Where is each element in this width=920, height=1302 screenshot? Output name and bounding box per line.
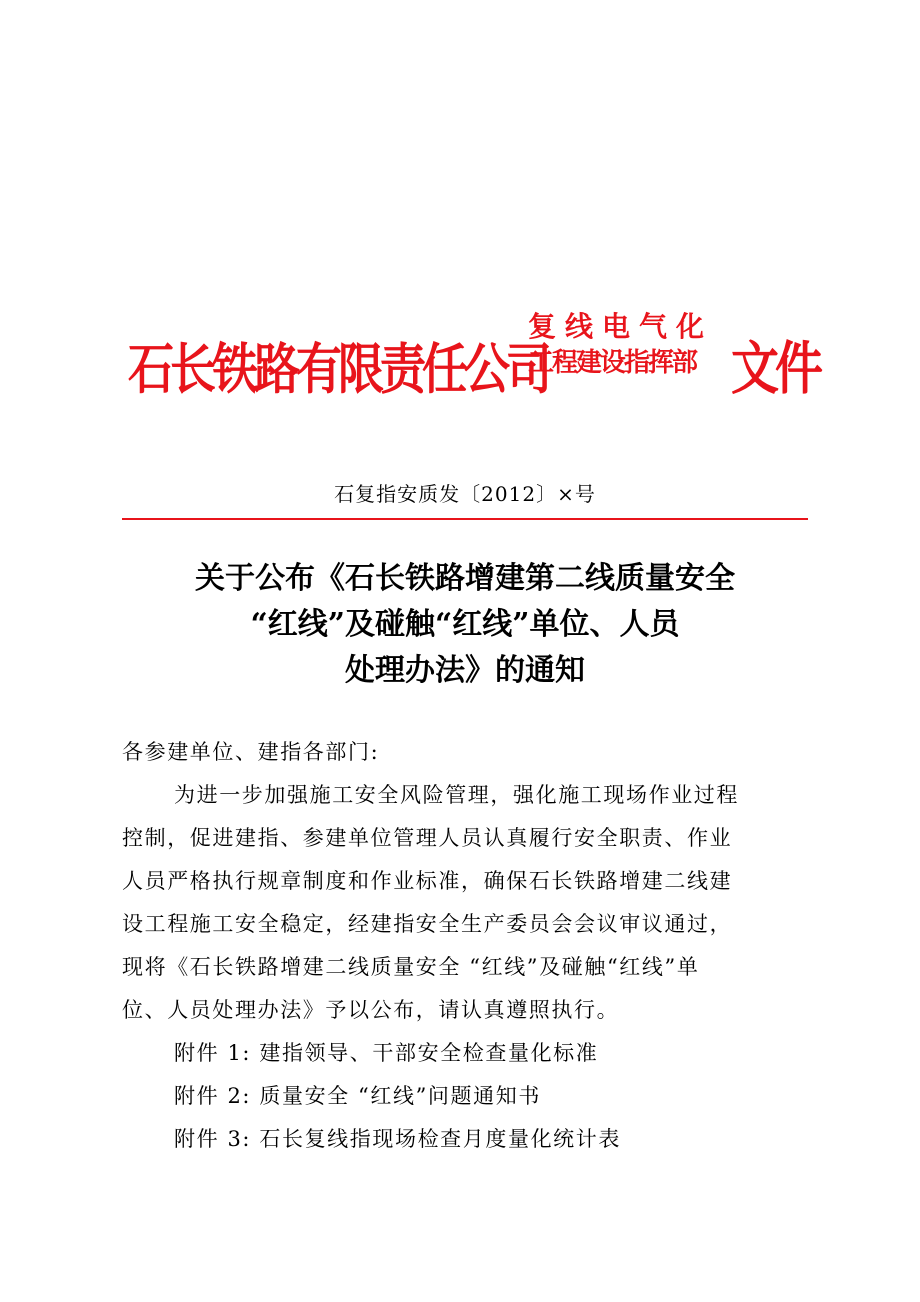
paragraph-line-5: 现将《石长铁路增建二线质量安全 “红线”及碰触“红线”单 [122, 955, 700, 979]
masthead-company-name: 石长铁路有限责任公司 [128, 337, 548, 402]
main-paragraph [122, 774, 822, 1032]
title-line-3: 处理办法》的通知 [345, 653, 585, 688]
document-number: 石复指安质发〔2012〕×号 [334, 482, 596, 506]
masthead-document-word: 文件 [731, 336, 820, 403]
paragraph-line-6: 位、人员处理办法》予以公布，请认真遵照执行。 [122, 998, 620, 1022]
masthead-department [528, 308, 723, 380]
paragraph-line-3: 人员严格执行规章制度和作业标准，确保石长铁路增建二线建 [122, 869, 733, 893]
red-masthead [128, 308, 820, 408]
attachment-list [122, 1032, 822, 1161]
paragraph-line-4: 设工程施工安全稳定，经建指安全生产委员会会议审议通过， [122, 912, 733, 936]
attachment-1: 附件 1: 建指领导、干部安全检查量化标准 [174, 1041, 599, 1065]
masthead-department-line-2: 工程建设指挥部 [528, 348, 697, 378]
document-body [122, 731, 822, 1161]
paragraph-line-2: 控制，促进建指、参建单位管理人员认真履行安全职责、作业 [122, 826, 733, 850]
paragraph-line-1: 为进一步加强施工安全风险管理，强化施工现场作业过程 [174, 783, 739, 807]
salutation: 各参建单位、建指各部门: [122, 740, 380, 764]
attachment-3: 附件 3: 石长复线指现场检查月度量化统计表 [174, 1127, 621, 1151]
document-title [122, 556, 808, 694]
masthead-department-line-1: 复线电气化 [528, 310, 714, 343]
red-divider-line [122, 518, 808, 520]
title-line-2: “红线”及碰触“红线”单位、人员 [250, 607, 680, 642]
title-line-1: 关于公布《石长铁路增建第二线质量安全 [195, 561, 735, 596]
attachment-2: 附件 2: 质量安全 “红线”问题通知书 [174, 1084, 541, 1108]
